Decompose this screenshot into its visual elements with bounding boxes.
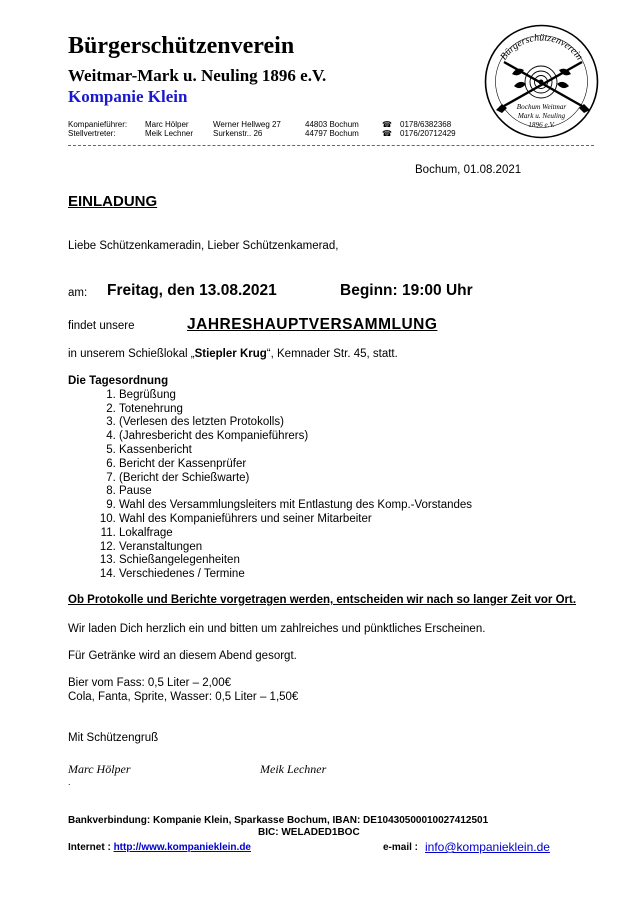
bank-bic: BIC: WELADED1BOC — [258, 827, 360, 838]
website-link[interactable]: http://www.kompanieklein.de — [113, 842, 251, 853]
agenda-item: 11. Lokalfrage — [119, 527, 472, 541]
location-prefix: in unserem Schießlokal „ — [68, 348, 195, 360]
event-start: Beginn: 19:00 Uhr — [340, 282, 473, 299]
agenda-item: 8. Pause — [119, 485, 472, 499]
salutation: Liebe Schützenkameradin, Lieber Schützenkamerad, — [68, 240, 339, 252]
event-title: JAHRESHAUPTVERSAMMLUNG — [187, 316, 438, 333]
logo-line-2: Mark u. Neuling — [517, 112, 566, 120]
drinks-text: Für Getränke wird an diesem Abend gesorgt. — [68, 650, 297, 662]
am-label: am: — [68, 287, 88, 299]
club-subtitle: Weitmar-Mark u. Neuling 1896 e.V. — [68, 66, 327, 85]
logo-line-3: 1896 e.V. — [528, 121, 555, 129]
agenda-item: 2. Totenehrung — [119, 403, 472, 417]
agenda-heading: Die Tagesordnung — [68, 375, 169, 387]
phone-icon: ☎ — [382, 120, 392, 129]
company-name: Kompanie Klein — [68, 87, 188, 106]
contact-roles — [68, 120, 127, 138]
contact-name: Meik Lechner — [145, 129, 194, 138]
location-suffix: “, Kemnader Str. 45, statt. — [266, 348, 398, 360]
price-beer: Bier vom Fass: 0,5 Liter – 2,00€ — [68, 677, 231, 689]
agenda-item: 3. (Verlesen des letzten Protokolls) — [119, 416, 472, 430]
internet-line — [68, 842, 251, 853]
email-link[interactable]: info@kompanieklein.de — [425, 840, 550, 854]
logo-text-arc: Bürgerschützenverein — [498, 32, 585, 63]
contact-phone: 0178/6382368 — [400, 120, 452, 129]
location-line — [68, 348, 398, 360]
contact-city: 44803 Bochum — [305, 120, 359, 129]
finds-label: findet unsere — [68, 320, 135, 332]
contact-street: Surkenstr.. 26 — [213, 129, 263, 138]
contact-names — [145, 120, 193, 138]
contact-role: Kompanieführer: — [68, 120, 128, 129]
agenda-item: 12. Veranstaltungen — [119, 541, 472, 555]
club-name: Bürgerschützenverein — [68, 33, 295, 59]
invite-text: Wir laden Dich herzlich ein und bitten um zahlreiches und pünktliches Erscheinen. — [68, 623, 486, 635]
contact-cities — [305, 120, 359, 138]
agenda-item: 7. (Bericht der Schießwarte) — [119, 472, 472, 486]
agenda-list — [68, 389, 472, 582]
agenda-item: 5. Kassenbericht — [119, 444, 472, 458]
signature-lechner: Meik Lechner — [260, 762, 327, 776]
contact-phones — [400, 120, 456, 138]
price-soft: Cola, Fanta, Sprite, Wasser: 0,5 Liter – 1,50€ — [68, 691, 299, 703]
contact-streets — [213, 120, 281, 138]
agenda-item: 13. Schießangelegenheiten — [119, 554, 472, 568]
header-divider — [68, 145, 594, 146]
agenda-item: 10. Wahl des Kompanieführers und seiner Mitarbeiter — [119, 513, 472, 527]
phone-icon: ☎ — [382, 129, 392, 138]
agenda — [68, 375, 472, 582]
agenda-item: 4. (Jahresbericht des Kompanieführers) — [119, 430, 472, 444]
contact-name: Marc Hölper — [145, 120, 189, 129]
letter-heading: EINLADUNG — [68, 193, 158, 210]
contact-role: Stellvertreter: — [68, 129, 116, 138]
email-label: e-mail : — [383, 842, 419, 853]
internet-label: Internet : — [68, 842, 111, 853]
phone-icons — [382, 120, 392, 138]
contact-phone: 0176/20712429 — [400, 129, 456, 138]
logo-line-1: Bochum Weitmar — [516, 103, 567, 111]
event-date: Freitag, den 13.08.2021 — [107, 282, 277, 299]
agenda-item: 9. Wahl des Versammlungsleiters mit Entlastung des Komp.-Vorstandes — [119, 499, 472, 513]
agenda-item: 1. Begrüßung — [119, 389, 472, 403]
agenda-item: 14. Verschiedenes / Termine — [119, 568, 472, 582]
closing: Mit Schützengruß — [68, 732, 159, 744]
signature-hoelper: Marc Hölper — [68, 762, 131, 776]
protocol-notice: Ob Protokolle und Berichte vorgetragen werden, entscheiden wir nach so langer Zeit vor Ort. — [68, 594, 577, 606]
bank-details: Bankverbindung: Kompanie Klein, Sparkasse Bochum, IBAN: DE10430500010027412501 — [68, 815, 489, 826]
agenda-item: 6. Bericht der Kassenprüfer — [119, 458, 472, 472]
contact-street: Werner Hellweg 27 — [213, 120, 281, 129]
stray-dot: . — [68, 777, 71, 787]
contact-city: 44797 Bochum — [305, 129, 359, 138]
location-name: Stiepler Krug — [194, 348, 267, 360]
place-date: Bochum, 01.08.2021 — [415, 164, 522, 176]
club-logo — [484, 24, 599, 139]
